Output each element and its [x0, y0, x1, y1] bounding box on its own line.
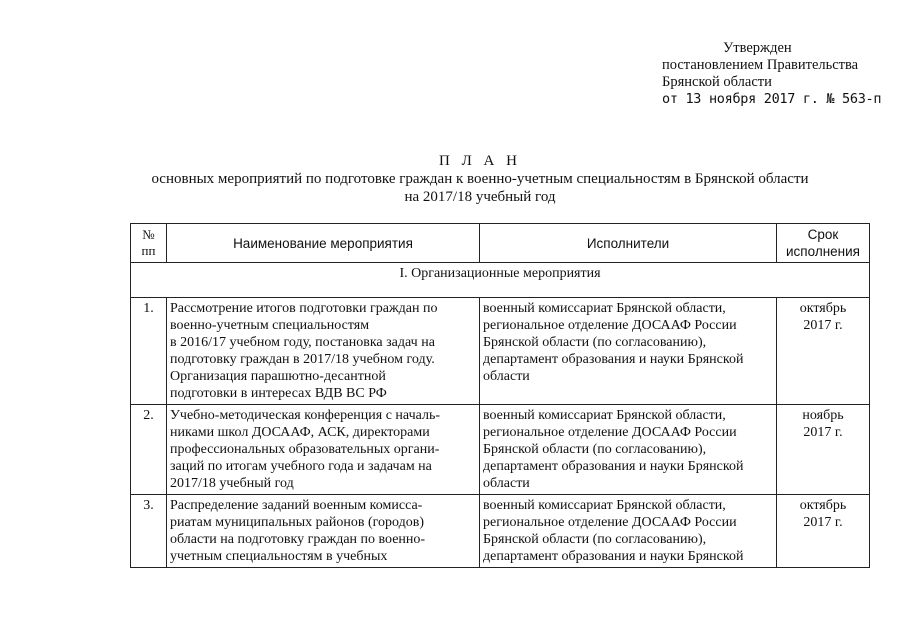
term-line: 2017 г. — [803, 425, 843, 440]
executor-line: области — [483, 476, 530, 491]
event-line: заций по итогам учебного года и задачам на — [170, 459, 432, 474]
approval-stamp — [662, 40, 898, 108]
header-term — [777, 224, 870, 263]
event-line: Рассмотрение итогов подготовки граждан по — [170, 301, 438, 316]
term-line: октябрь — [799, 301, 847, 316]
row-event — [167, 495, 480, 568]
executor-line: департамент образования и науки Брянской — [483, 352, 744, 367]
row-term — [777, 495, 870, 568]
event-line: Учебно-методическая конференция с началь- — [170, 408, 440, 423]
table-row — [131, 298, 870, 405]
executor-line: военный комиссариат Брянской области, — [483, 498, 726, 513]
title-plan: П Л А Н — [439, 153, 521, 169]
executor-line: военный комиссариат Брянской области, — [483, 301, 726, 316]
header-executors: Исполнители — [480, 224, 777, 263]
header-number-pp: пп — [141, 243, 156, 258]
event-line: 2017/18 учебный год — [170, 476, 294, 491]
plan-table — [130, 223, 870, 568]
header-number — [131, 224, 167, 263]
executor-line: Брянской области (по согласованию), — [483, 532, 707, 547]
header-term-bottom: исполнения — [786, 244, 860, 259]
row-executors — [480, 495, 777, 568]
executor-line: департамент образования и науки Брянской — [483, 459, 744, 474]
document-title — [100, 152, 860, 206]
executor-line: Брянской области (по согласованию), — [483, 442, 707, 457]
term-line: 2017 г. — [803, 515, 843, 530]
executor-line: региональное отделение ДОСААФ России — [483, 318, 737, 333]
section-title: I. Организационные мероприятия — [131, 263, 870, 298]
row-event — [167, 298, 480, 405]
event-line: подготовку граждан в 2017/18 учебном году. — [170, 352, 435, 367]
row-event — [167, 405, 480, 495]
row-executors — [480, 298, 777, 405]
row-number: 2. — [131, 405, 167, 495]
table-row — [131, 405, 870, 495]
event-line: никами школ ДОСААФ, АСК, директорами — [170, 425, 430, 440]
event-line: области на подготовку граждан по военно- — [170, 532, 426, 547]
row-number: 1. — [131, 298, 167, 405]
title-period: на 2017/18 учебный год — [404, 189, 556, 205]
approval-line-date-number: от 13 ноября 2017 г. № 563-п — [662, 91, 882, 107]
executor-line: департамент образования и науки Брянской — [483, 549, 744, 564]
event-line: риатам муниципальных районов (городов) — [170, 515, 424, 530]
event-line: подготовки в интересах ВДВ ВС РФ — [170, 386, 387, 401]
executor-line: военный комиссариат Брянской области, — [483, 408, 726, 423]
event-line: учетным специальностям в учебных — [170, 549, 388, 564]
row-term — [777, 405, 870, 495]
header-number-sign: № — [142, 227, 155, 242]
term-line: 2017 г. — [803, 318, 843, 333]
term-line: ноябрь — [802, 408, 844, 423]
executor-line: региональное отделение ДОСААФ России — [483, 425, 737, 440]
section-row — [131, 263, 870, 298]
header-event-name: Наименование мероприятия — [167, 224, 480, 263]
event-line: в 2016/17 учебном году, постановка задач на — [170, 335, 435, 350]
term-line: октябрь — [799, 498, 847, 513]
event-line: Организация парашютно-десантной — [170, 369, 386, 384]
executor-line: региональное отделение ДОСААФ России — [483, 515, 737, 530]
approval-line-region: Брянской области — [662, 74, 772, 90]
row-term — [777, 298, 870, 405]
row-executors — [480, 405, 777, 495]
row-number: 3. — [131, 495, 167, 568]
table-header-row — [131, 224, 870, 263]
approval-line-resolution: постановлением Правительства — [662, 57, 859, 73]
approval-line-approved: Утвержден — [723, 40, 792, 56]
executor-line: Брянской области (по согласованию), — [483, 335, 707, 350]
event-line: военно-учетным специальностям — [170, 318, 370, 333]
executor-line: области — [483, 369, 530, 384]
title-subject: основных мероприятий по подготовке граждан к военно-учетным специальностям в Брянской области — [151, 171, 809, 187]
event-line: Распределение заданий военным комисса- — [170, 498, 423, 513]
table-row — [131, 495, 870, 568]
event-line: профессиональных образовательных органи- — [170, 442, 440, 457]
header-term-top: Срок — [807, 227, 839, 242]
